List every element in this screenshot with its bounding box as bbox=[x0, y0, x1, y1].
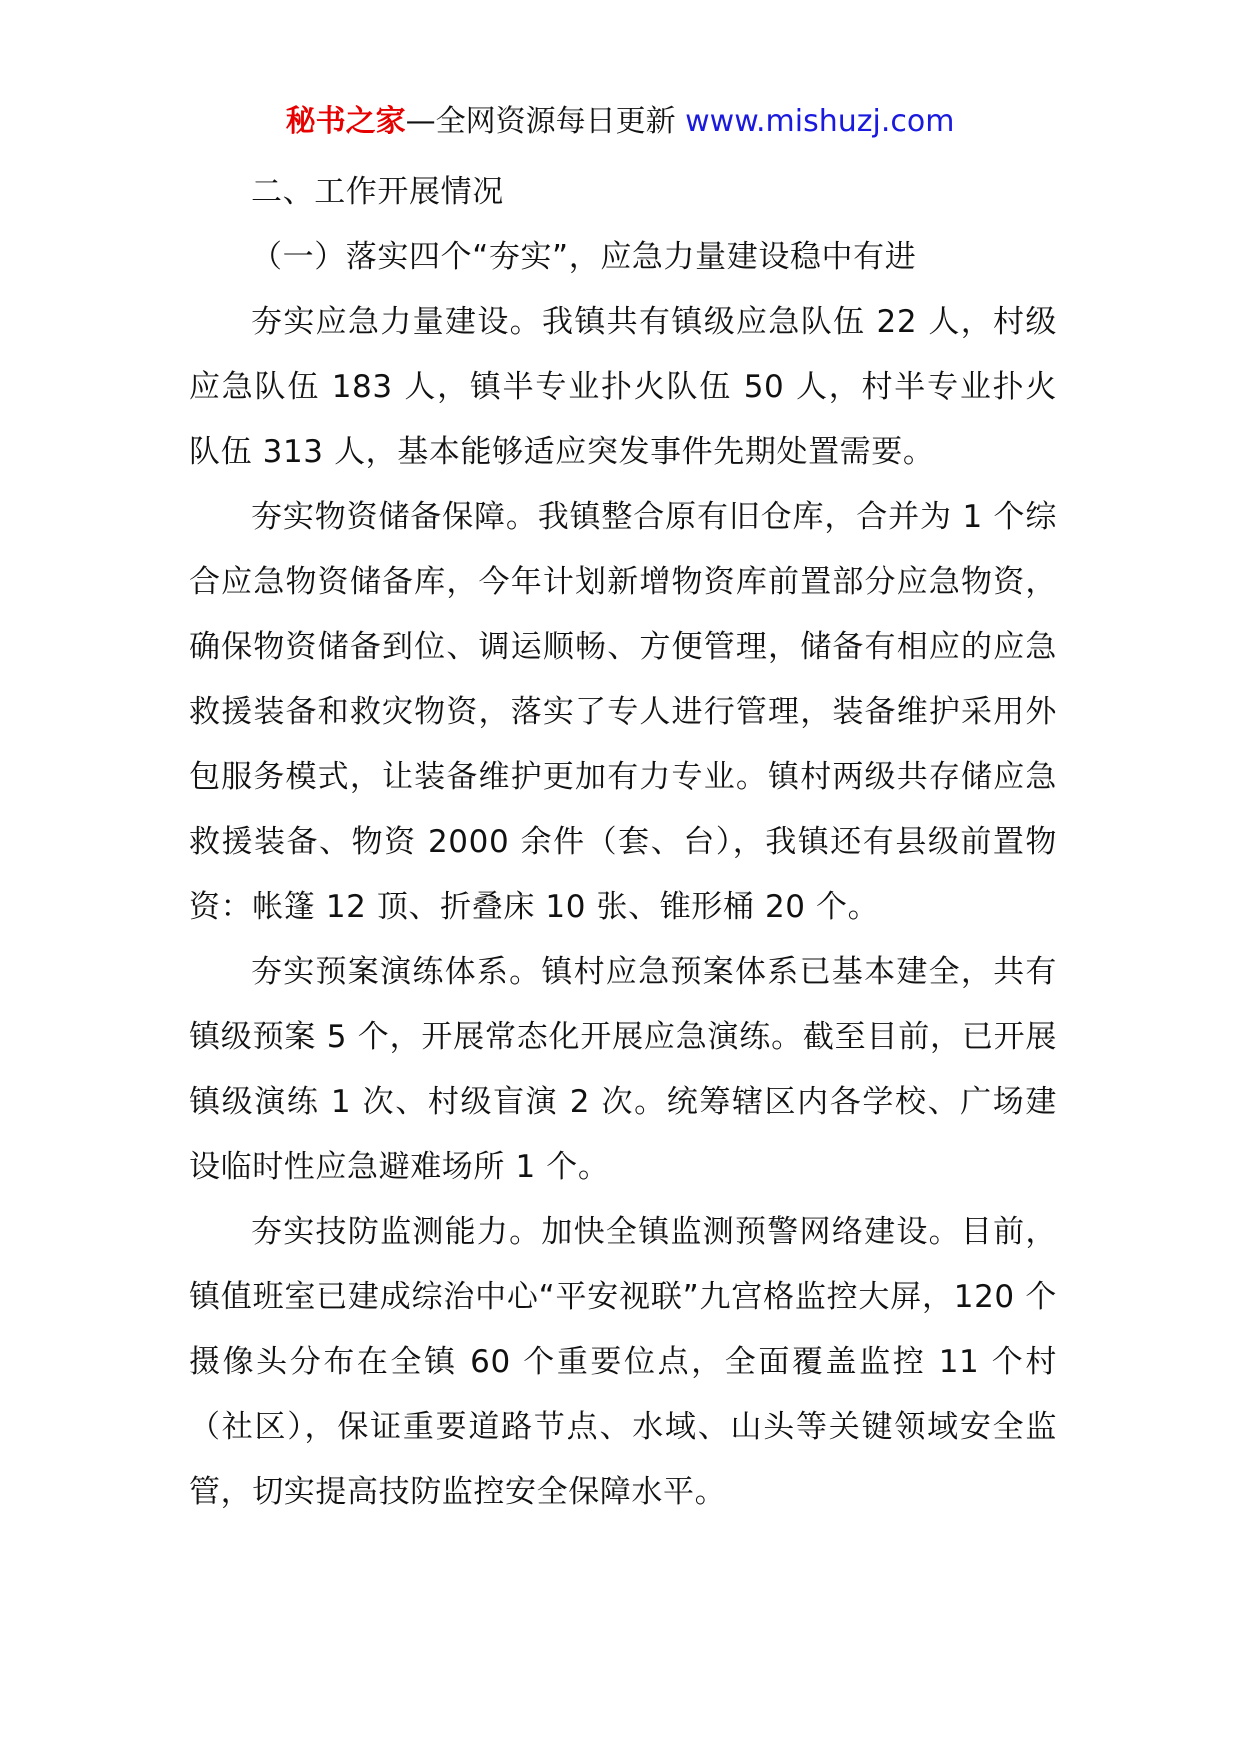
paragraph-material-reserves: 夯实物资储备保障。我镇整合原有旧仓库，合并为 1 个综合应急物资储备库，今年计划新增物资库前置部分应急物资，确保物资储备到位、调运顺畅、方便管理，储备有相应的应急救援装备和救灾物资，落实了专人进行管理，装备维护采用外包服务模式，让装备维护更加有力专业。镇村两级共存储应急救援装备、物资 2000 余件（套、台），我镇还有县级前置物资：帐篷 12 顶、折叠床 10 张、锥形桶 20 个。 bbox=[189, 499, 1057, 925]
brand-name: 秘书之家 bbox=[285, 104, 406, 139]
paragraph-monitoring: 夯实技防监测能力。加快全镇监测预警网络建设。目前，镇值班室已建成综治中心“平安视联”九宫格监控大屏，120 个摄像头分布在全镇 60 个重要位点，全面覆盖监控 11 个村（社区），保证重要道路节点、水域、山头等关键领域安全监管，切实提高技防监控安全保障水平。 bbox=[189, 1214, 1057, 1510]
page-header bbox=[0, 100, 1240, 144]
header-slogan: —全网资源每日更新 bbox=[405, 104, 686, 139]
paragraph-emergency-forces: 夯实应急力量建设。我镇共有镇级应急队伍 22 人，村级应急队伍 183 人，镇半专业扑火队伍 50 人，村半专业扑火队伍 313 人，基本能够适应突发事件先期处置需要。 bbox=[189, 304, 1057, 470]
paragraph-plan-drills: 夯实预案演练体系。镇村应急预案体系已基本建全，共有镇级预案 5 个，开展常态化开展应急演练。截至目前，已开展镇级演练 1 次、村级盲演 2 次。统筹辖区内各学校、广场建设临时性应急避难场所 1 个。 bbox=[189, 954, 1057, 1185]
document-body bbox=[189, 160, 1057, 1525]
header-url-link[interactable]: www.mishuzj.com bbox=[685, 104, 955, 139]
subsection-title: （一）落实四个“夯实”，应急力量建设稳中有进 bbox=[251, 239, 917, 275]
section-title: 二、工作开展情况 bbox=[251, 174, 504, 210]
